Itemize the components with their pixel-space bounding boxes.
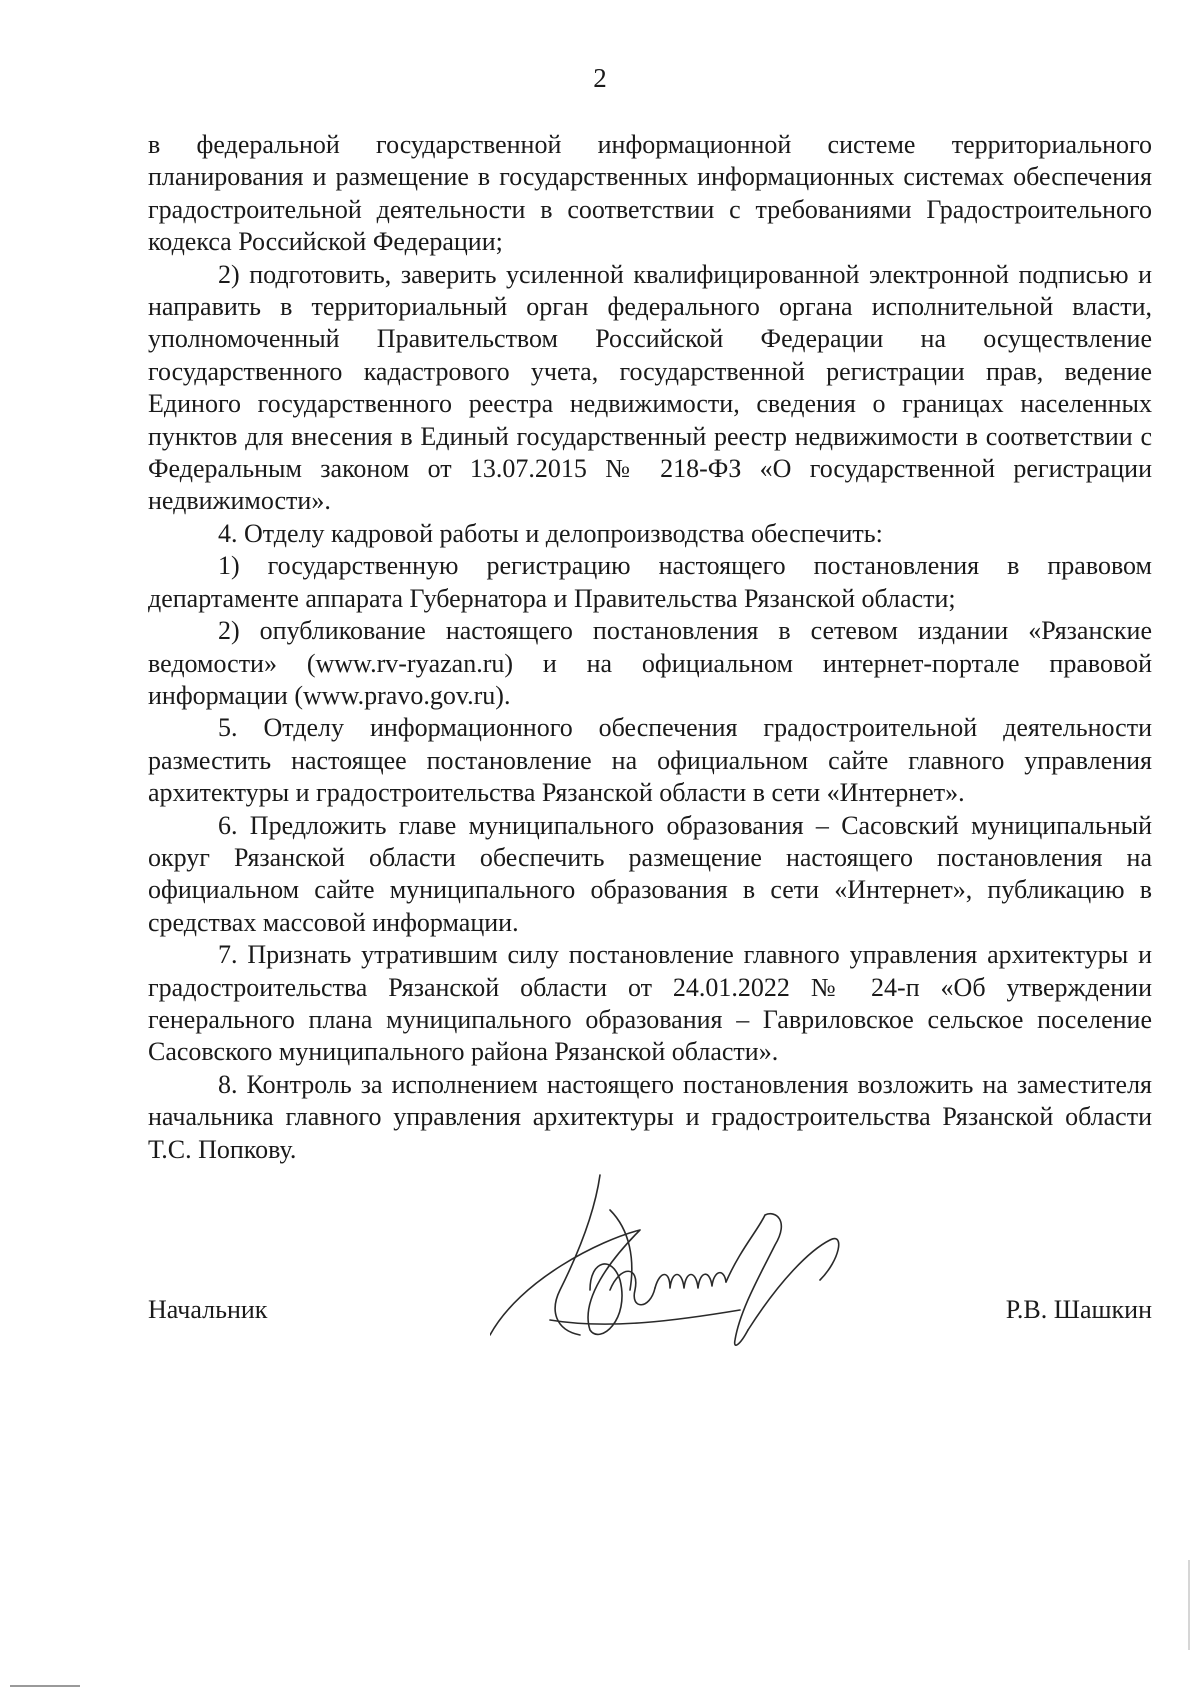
signatory-name: Р.В. Шашкин [1005, 1295, 1152, 1324]
paragraph-item-5: 5. Отделу информационного обеспечения градостроительной деятельности разместить настоящее постановление на официальном сайте главного управления архитектуры и градостроительства Рязанской области в сети «Интернет». [148, 713, 1152, 808]
document-body [148, 129, 1152, 1166]
scan-artifact-edge [1188, 1560, 1190, 1650]
paragraph-item-4-2: 2) опубликование настоящего постановления в сетевом издании «Рязанские ведомости» (www.rv-ryazan.ru) и на официальном интернет-портале правовой информации (www.pravo.gov.ru). [148, 616, 1152, 710]
paragraph-continuation: в федеральной государственной информационной системе территориального планирования и размещение в государственных информационных системах обеспечения градостроительной деятельности в соответствии с требованиями Градостроительного кодекса Российской Федерации; [148, 130, 1152, 257]
scan-artifact-bottom [10, 1685, 80, 1687]
paragraph-item-8: 8. Контроль за исполнением настоящего постановления возложить на заместителя начальника главного управления архитектуры и градостроительства Рязанской области Т.С. Попкову. [148, 1069, 1152, 1164]
page-number: 2 [593, 63, 607, 93]
paragraph-item-7: 7. Признать утратившим силу постановление главного управления архитектуры и градостроительства Рязанской области от 24.01.2022 № 24-п «Об утверждении генерального плана муниципального образования – Гавриловское сельское поселение Сасовского муниципального района Рязанской области». [148, 940, 1152, 1067]
paragraph-item-4: 4. Отделу кадровой работы и делопроизводства обеспечить: [218, 518, 883, 548]
paragraph-item-6: 6. Предложить главе муниципального образования – Сасовский муниципальный округ Рязанской области обеспечить размещение настоящего постановления на официальном сайте муниципального образования в сети «Интернет», публикацию в средствах массовой информации. [148, 810, 1152, 937]
handwritten-signature [490, 1170, 910, 1360]
paragraph-item-2-prepare: 2) подготовить, заверить усиленной квалифицированной электронной подписью и направить в территориальный орган федерального органа исполнительной власти, уполномоченный Правительством Российской Федерации на осуществление государственного кадастрового учета, государственной регистрации прав, ведение Единого государственного реестра недвижимости, сведения о границах населенных пунктов для внесения в Единый государственный реестр недвижимости в соответствии с Федеральным законом от 13.07.2015 № 218-ФЗ «О государственной регистрации недвижимости». [148, 259, 1152, 516]
paragraph-item-4-1: 1) государственную регистрацию настоящего постановления в правовом департаменте аппарата Губернатора и Правительства Рязанской области; [148, 551, 1152, 613]
signatory-position: Начальник [148, 1295, 268, 1324]
